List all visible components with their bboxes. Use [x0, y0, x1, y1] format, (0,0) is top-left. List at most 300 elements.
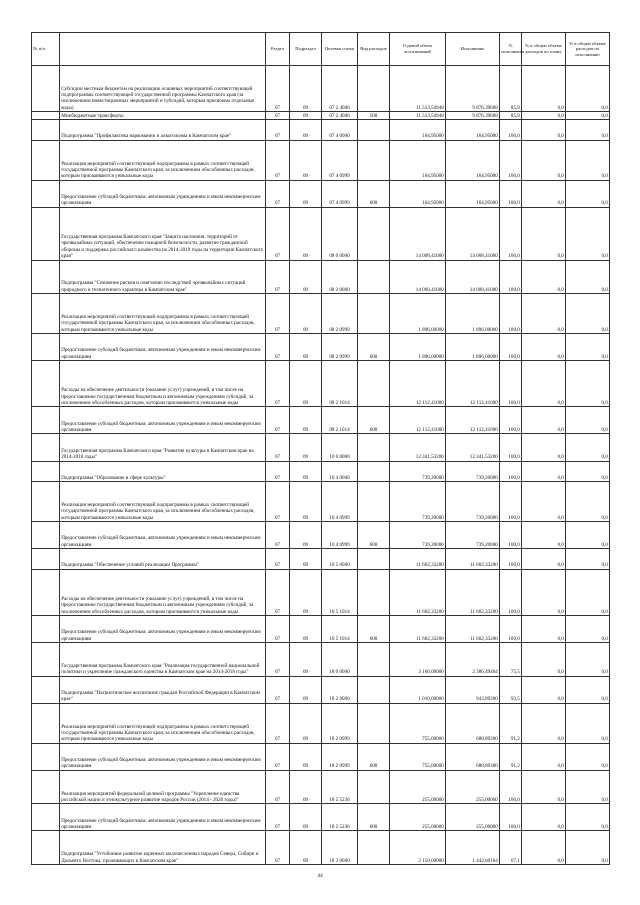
cell-vr: 600 — [358, 407, 390, 434]
cell-vr — [358, 482, 390, 522]
cell-share-plan: 0,0 — [522, 333, 566, 360]
cell-num — [32, 294, 60, 334]
table-row — [32, 112, 610, 120]
cell-podrazdel: 09 — [290, 260, 322, 294]
cell-fact: 739,20000 — [446, 482, 500, 522]
cell-plan: 12 112,41000 — [390, 407, 446, 434]
cell-pct: 100,0 — [500, 294, 522, 334]
cell-podrazdel: 09 — [290, 831, 322, 865]
cell-razdel: 07 — [266, 522, 290, 549]
cell-razdel: 07 — [266, 549, 290, 570]
cell-share-fact: 0,0 — [566, 461, 610, 482]
cell-num — [32, 831, 60, 865]
cell-plan: 164,95000 — [390, 140, 446, 180]
cell-csr: 07 4 0999 — [322, 180, 358, 207]
cell-share-fact: 0,0 — [566, 743, 610, 770]
cell-podrazdel: 09 — [290, 482, 322, 522]
cell-num — [32, 361, 60, 407]
cell-vr: 500 — [358, 112, 390, 120]
cell-vr: 600 — [358, 616, 390, 643]
cell-name: Предоставление субсидий бюджетным, автономным учреждениям и иным некоммерческим организациям — [60, 407, 266, 434]
cell-share-plan: 0,0 — [522, 434, 566, 461]
cell-razdel: 07 — [266, 140, 290, 180]
header-razdel: Раздел — [266, 33, 290, 66]
cell-pct: 85,8 — [500, 112, 522, 120]
header-share-plan: % в общем объеме расходов по плану — [522, 33, 566, 66]
cell-share-plan: 0,0 — [522, 294, 566, 334]
cell-vr — [358, 643, 390, 677]
cell-num — [32, 643, 60, 677]
cell-vr — [358, 703, 390, 743]
cell-podrazdel: 09 — [290, 120, 322, 141]
cell-vr — [358, 831, 390, 865]
cell-pct: 75,5 — [500, 643, 522, 677]
cell-name: Подпрограмма "Снижение рисков и смягчение последствий чрезвычайных ситуаций природного и техногенного характера в Камчатском крае" — [60, 260, 266, 294]
cell-vr — [358, 66, 390, 112]
cell-vr — [358, 461, 390, 482]
cell-razdel: 07 — [266, 804, 290, 831]
cell-fact: 12 341,53200 — [446, 434, 500, 461]
cell-fact: 9 876,39608 — [446, 112, 500, 120]
table-row — [32, 180, 610, 207]
cell-name: Государственная программа Камчатского края "Реализация государственной национальной политики и укрепление гражданского единства в Камчатском крае на 2014-2018 годы" — [60, 643, 266, 677]
table-row — [32, 66, 610, 112]
cell-name: Государственная программа Камчатского края "Развитие культуры в Камчатском крае на 2014-2018 годы" — [60, 434, 266, 461]
cell-csr: 18 2 5236 — [322, 770, 358, 804]
cell-podrazdel: 09 — [290, 461, 322, 482]
cell-vr — [358, 569, 390, 615]
cell-fact: 164,95000 — [446, 140, 500, 180]
cell-plan: 2 150,00000 — [390, 831, 446, 865]
cell-vr: 600 — [358, 743, 390, 770]
cell-razdel: 07 — [266, 770, 290, 804]
cell-share-plan: 0,0 — [522, 180, 566, 207]
cell-share-fact: 0,0 — [566, 676, 610, 703]
cell-pct: 93,5 — [500, 676, 522, 703]
cell-share-fact: 0,0 — [566, 260, 610, 294]
table-row — [32, 294, 610, 334]
cell-share-fact: 0,0 — [566, 140, 610, 180]
header-pct: % исполнения — [500, 33, 522, 66]
cell-share-fact: 0,0 — [566, 482, 610, 522]
cell-plan: 11 513,54948 — [390, 112, 446, 120]
cell-share-plan: 0,0 — [522, 703, 566, 743]
cell-share-plan: 0,0 — [522, 522, 566, 549]
cell-num — [32, 66, 60, 112]
cell-num — [32, 804, 60, 831]
cell-name: Подпрограмма "Профилактика наркомании и алкоголизма в Камчатском крае" — [60, 120, 266, 141]
cell-podrazdel: 09 — [290, 180, 322, 207]
cell-share-plan: 0,0 — [522, 407, 566, 434]
table-header-row — [32, 33, 610, 66]
cell-name: Государственная программа Камчатского края "Защита населения, территорий от чрезвычайных ситуаций, обеспечение пожарной безопасности, развитие гражданской обороны и поддержка российского казачества на 2014-2018 годы на территории Камчатского края" — [60, 207, 266, 260]
cell-share-fact: 0,0 — [566, 522, 610, 549]
cell-csr: 08 2 0000 — [322, 260, 358, 294]
table-row — [32, 434, 610, 461]
header-plan: Годовой объем ассигнований — [390, 33, 446, 66]
cell-share-fact: 0,0 — [566, 643, 610, 677]
cell-razdel: 07 — [266, 112, 290, 120]
cell-share-plan: 0,0 — [522, 482, 566, 522]
cell-share-fact: 0,0 — [566, 66, 610, 112]
table-row — [32, 522, 610, 549]
cell-num — [32, 207, 60, 260]
budget-execution-table — [31, 32, 610, 865]
cell-plan: 11 602,33200 — [390, 569, 446, 615]
cell-csr: 10 5 1014 — [322, 616, 358, 643]
cell-share-fact: 0,0 — [566, 180, 610, 207]
table-row — [32, 804, 610, 831]
cell-fact: 255,00000 — [446, 770, 500, 804]
cell-csr: 10 0 0000 — [322, 434, 358, 461]
cell-pct: 100,0 — [500, 482, 522, 522]
header-share-fact: % в общем объеме расходов по исполнению — [566, 33, 610, 66]
cell-pct: 100,0 — [500, 140, 522, 180]
cell-name: Реализация мероприятий федеральной целевой программы "Укрепление единства российской нации и этнокультурное развитие народов России (2014 - 2020 годы)" — [60, 770, 266, 804]
cell-share-fact: 0,0 — [566, 703, 610, 743]
cell-share-fact: 0,0 — [566, 831, 610, 865]
cell-podrazdel: 09 — [290, 676, 322, 703]
cell-podrazdel: 09 — [290, 569, 322, 615]
cell-fact: 14 008,41000 — [446, 260, 500, 294]
cell-name: Предоставление субсидий бюджетным, автономным учреждениям и иным некоммерческим организациям — [60, 180, 266, 207]
cell-name: Предоставление субсидий бюджетным, автономным учреждениям и иным некоммерческим организациям — [60, 333, 266, 360]
table-row — [32, 569, 610, 615]
cell-fact: 255,00000 — [446, 804, 500, 831]
header-name — [60, 33, 266, 66]
table-row — [32, 407, 610, 434]
cell-vr — [358, 294, 390, 334]
header-vr: Вид расходов — [358, 33, 390, 66]
cell-csr: 07 4 0000 — [322, 120, 358, 141]
table-row — [32, 643, 610, 677]
cell-share-plan: 0,0 — [522, 616, 566, 643]
cell-share-fact: 0,0 — [566, 616, 610, 643]
cell-share-plan: 0,0 — [522, 361, 566, 407]
cell-pct: 100,0 — [500, 333, 522, 360]
cell-csr: 18 2 0999 — [322, 743, 358, 770]
cell-csr: 10 4 0000 — [322, 461, 358, 482]
cell-fact: 12 112,41000 — [446, 407, 500, 434]
cell-share-fact: 0,0 — [566, 207, 610, 260]
cell-share-plan: 0,0 — [522, 643, 566, 677]
cell-share-plan: 0,0 — [522, 260, 566, 294]
header-csr: Целевая статья — [322, 33, 358, 66]
cell-fact: 739,20000 — [446, 461, 500, 482]
cell-plan: 755,00000 — [390, 743, 446, 770]
cell-plan: 14 008,41000 — [390, 207, 446, 260]
cell-podrazdel: 09 — [290, 207, 322, 260]
cell-pct: 91,2 — [500, 703, 522, 743]
cell-num — [32, 112, 60, 120]
cell-vr — [358, 120, 390, 141]
cell-plan: 11 602,33200 — [390, 549, 446, 570]
cell-share-plan: 0,0 — [522, 140, 566, 180]
cell-fact: 164,95000 — [446, 180, 500, 207]
cell-plan: 12 341,53200 — [390, 434, 446, 461]
cell-share-plan: 0,0 — [522, 770, 566, 804]
cell-vr — [358, 260, 390, 294]
cell-vr — [358, 434, 390, 461]
cell-csr: 07 2 4006 — [322, 66, 358, 112]
cell-num — [32, 140, 60, 180]
cell-share-plan: 0,0 — [522, 66, 566, 112]
cell-name: Подпрограмма "Обеспечение условий реализации Программы" — [60, 549, 266, 570]
cell-share-plan: 0,0 — [522, 112, 566, 120]
cell-num — [32, 482, 60, 522]
cell-share-plan: 0,0 — [522, 461, 566, 482]
cell-podrazdel: 09 — [290, 703, 322, 743]
cell-share-plan: 0,0 — [522, 676, 566, 703]
cell-fact: 1 896,00000 — [446, 294, 500, 334]
cell-share-fact: 0,0 — [566, 294, 610, 334]
cell-plan: 14 008,41000 — [390, 260, 446, 294]
cell-razdel: 07 — [266, 569, 290, 615]
cell-plan: 1 010,00000 — [390, 676, 446, 703]
cell-podrazdel: 09 — [290, 643, 322, 677]
cell-share-fact: 0,0 — [566, 407, 610, 434]
cell-name: Предоставление субсидий бюджетным, автономным учреждениям и иным некоммерческим организациям — [60, 522, 266, 549]
cell-pct: 100,0 — [500, 407, 522, 434]
cell-fact: 11 602,33200 — [446, 549, 500, 570]
cell-csr: 08 2 1014 — [322, 361, 358, 407]
cell-vr — [358, 207, 390, 260]
cell-podrazdel: 09 — [290, 770, 322, 804]
cell-num — [32, 770, 60, 804]
cell-podrazdel: 09 — [290, 361, 322, 407]
table-body — [32, 66, 610, 865]
cell-razdel: 07 — [266, 260, 290, 294]
cell-plan: 1 896,00000 — [390, 333, 446, 360]
cell-plan: 3 160,00000 — [390, 643, 446, 677]
cell-razdel: 07 — [266, 66, 290, 112]
cell-share-fact: 0,0 — [566, 120, 610, 141]
cell-pct: 100,0 — [500, 569, 522, 615]
cell-share-plan: 0,0 — [522, 120, 566, 141]
cell-share-fact: 0,0 — [566, 804, 610, 831]
cell-num — [32, 120, 60, 141]
cell-num — [32, 407, 60, 434]
cell-razdel: 07 — [266, 461, 290, 482]
cell-name: Предоставление субсидий бюджетным, автономным учреждениям и иным некоммерческим организациям — [60, 616, 266, 643]
cell-name: Реализация мероприятий соответствующей подпрограммы в рамках соответствующей государственной программы Камчатского края, за исключением обособленных расходов, которым присваиваются уникальные коды — [60, 482, 266, 522]
cell-vr — [358, 770, 390, 804]
cell-pct: 100,0 — [500, 616, 522, 643]
cell-razdel: 07 — [266, 361, 290, 407]
cell-share-plan: 0,0 — [522, 207, 566, 260]
cell-plan: 164,95000 — [390, 180, 446, 207]
cell-name: Субсидии местным бюджетам на реализацию основных мероприятий соответствующей подпрограммы соответствующей государственной программы Камчатского края (за исключением инвестиционных мероприятий и субсидий, которым присвоены отдельные коды) — [60, 66, 266, 112]
table-row — [32, 831, 610, 865]
cell-pct: 85,8 — [500, 66, 522, 112]
cell-num — [32, 522, 60, 549]
cell-csr: 18 2 0000 — [322, 676, 358, 703]
page-number: 44 — [317, 873, 323, 879]
cell-pct: 100,0 — [500, 180, 522, 207]
table-row — [32, 207, 610, 260]
cell-pct: 100,0 — [500, 434, 522, 461]
table-row — [32, 361, 610, 407]
cell-csr: 07 2 4006 — [322, 112, 358, 120]
cell-fact: 12 112,41000 — [446, 361, 500, 407]
cell-podrazdel: 09 — [290, 549, 322, 570]
cell-razdel: 07 — [266, 333, 290, 360]
cell-fact: 1 442,60164 — [446, 831, 500, 865]
cell-fact: 943,89300 — [446, 676, 500, 703]
cell-razdel: 07 — [266, 831, 290, 865]
cell-razdel: 07 — [266, 120, 290, 141]
cell-fact: 739,20000 — [446, 522, 500, 549]
cell-podrazdel: 09 — [290, 140, 322, 180]
cell-num — [32, 703, 60, 743]
cell-csr: 10 4 0999 — [322, 522, 358, 549]
cell-pct: 100,0 — [500, 804, 522, 831]
cell-podrazdel: 09 — [290, 522, 322, 549]
cell-num — [32, 260, 60, 294]
cell-plan: 12 112,41000 — [390, 361, 446, 407]
cell-vr: 600 — [358, 522, 390, 549]
cell-name: Подпрограмма "Патриотическое воспитание граждан Российской Федерации в Камчатском крае" — [60, 676, 266, 703]
cell-num — [32, 549, 60, 570]
cell-plan: 1 896,00000 — [390, 294, 446, 334]
cell-pct: 100,0 — [500, 549, 522, 570]
cell-vr: 600 — [358, 804, 390, 831]
cell-pct: 100,0 — [500, 770, 522, 804]
cell-podrazdel: 09 — [290, 407, 322, 434]
cell-pct: 100,0 — [500, 260, 522, 294]
cell-csr: 10 5 1014 — [322, 569, 358, 615]
header-num: № п/п — [32, 33, 60, 66]
cell-vr — [358, 549, 390, 570]
cell-num — [32, 333, 60, 360]
cell-podrazdel: 09 — [290, 66, 322, 112]
cell-name: Расходы на обеспечение деятельности (оказание услуг) учреждений, в том числе на предоставление государственным бюджетным и автономным учреждениям субсидий, за исключением обособленных расходов, которым присваиваются уникальные коды — [60, 569, 266, 615]
cell-name: Реализация мероприятий соответствующей подпрограммы в рамках соответствующей государственной программы Камчатского края, за исключением обособленных расходов, которым присваиваются уникальные коды — [60, 140, 266, 180]
cell-podrazdel: 09 — [290, 434, 322, 461]
header-fact: Исполнение — [446, 33, 500, 66]
table-row — [32, 549, 610, 570]
cell-plan: 739,20000 — [390, 522, 446, 549]
table-row — [32, 482, 610, 522]
cell-share-plan: 0,0 — [522, 831, 566, 865]
cell-csr: 18 0 0000 — [322, 643, 358, 677]
cell-plan: 255,00000 — [390, 804, 446, 831]
cell-razdel: 07 — [266, 703, 290, 743]
cell-csr: 18 3 0000 — [322, 831, 358, 865]
cell-vr: 600 — [358, 333, 390, 360]
cell-name: Межбюджетные трансферты — [60, 112, 266, 120]
cell-name: Предоставление субсидий бюджетным, автономным учреждениям и иным некоммерческим организациям — [60, 743, 266, 770]
cell-share-plan: 0,0 — [522, 549, 566, 570]
cell-num — [32, 461, 60, 482]
cell-fact: 1 896,00000 — [446, 333, 500, 360]
header-podrazdel: Подраздел — [290, 33, 322, 66]
cell-num — [32, 676, 60, 703]
cell-fact: 11 602,33200 — [446, 569, 500, 615]
cell-razdel: 07 — [266, 434, 290, 461]
cell-num — [32, 434, 60, 461]
cell-podrazdel: 09 — [290, 743, 322, 770]
cell-csr: 10 4 0999 — [322, 482, 358, 522]
cell-csr: 07 4 0999 — [322, 140, 358, 180]
cell-share-fact: 0,0 — [566, 112, 610, 120]
table-row — [32, 743, 610, 770]
cell-csr: 18 2 0999 — [322, 703, 358, 743]
cell-fact: 14 008,41000 — [446, 207, 500, 260]
cell-share-fact: 0,0 — [566, 434, 610, 461]
cell-name: Расходы на обеспечение деятельности (оказание услуг) учреждений, в том числе на предоставление государственным бюджетным и автономным учреждениям субсидий, за исключением обособленных расходов, которым присваиваются уникальные коды — [60, 361, 266, 407]
cell-plan: 739,20000 — [390, 482, 446, 522]
cell-name: Реализация мероприятий соответствующей подпрограммы в рамках соответствующей государственной программы Камчатского края, за исключением обособленных расходов, которым присваиваются уникальные коды — [60, 703, 266, 743]
cell-csr: 10 5 0000 — [322, 549, 358, 570]
cell-fact: 9 876,39608 — [446, 66, 500, 112]
cell-csr: 08 2 0999 — [322, 333, 358, 360]
cell-podrazdel: 09 — [290, 294, 322, 334]
cell-share-fact: 0,0 — [566, 770, 610, 804]
cell-name: Подпрограмма "Образование в сфере культуры" — [60, 461, 266, 482]
table-row — [32, 140, 610, 180]
cell-num — [32, 743, 60, 770]
cell-podrazdel: 09 — [290, 804, 322, 831]
cell-vr: 600 — [358, 180, 390, 207]
table-row — [32, 616, 610, 643]
cell-csr: 08 2 1014 — [322, 407, 358, 434]
cell-share-fact: 0,0 — [566, 333, 610, 360]
cell-razdel: 07 — [266, 180, 290, 207]
cell-fact: 688,89300 — [446, 703, 500, 743]
cell-vr — [358, 140, 390, 180]
cell-razdel: 07 — [266, 294, 290, 334]
cell-share-fact: 0,0 — [566, 361, 610, 407]
cell-plan: 739,20000 — [390, 461, 446, 482]
cell-razdel: 07 — [266, 407, 290, 434]
table-row — [32, 676, 610, 703]
cell-pct: 100,0 — [500, 361, 522, 407]
cell-vr — [358, 676, 390, 703]
cell-podrazdel: 09 — [290, 333, 322, 360]
cell-name: Предоставление субсидий бюджетным, автономным учреждениям и иным некоммерческим организациям — [60, 804, 266, 831]
cell-share-fact: 0,0 — [566, 569, 610, 615]
cell-plan: 255,00000 — [390, 770, 446, 804]
cell-csr: 08 0 0000 — [322, 207, 358, 260]
cell-razdel: 07 — [266, 743, 290, 770]
cell-podrazdel: 09 — [290, 112, 322, 120]
cell-name: Подпрограмма "Устойчивое развитие коренных малочисленных народов Севера, Сибири и Дальнего Востока, проживающих в Камчатском крае" — [60, 831, 266, 865]
table-row — [32, 703, 610, 743]
cell-pct: 100,0 — [500, 461, 522, 482]
cell-pct: 100,0 — [500, 207, 522, 260]
cell-num — [32, 616, 60, 643]
table-row — [32, 770, 610, 804]
cell-share-plan: 0,0 — [522, 804, 566, 831]
cell-pct: 91,2 — [500, 743, 522, 770]
cell-vr — [358, 361, 390, 407]
cell-pct: 100,0 — [500, 522, 522, 549]
cell-share-plan: 0,0 — [522, 743, 566, 770]
cell-podrazdel: 09 — [290, 616, 322, 643]
cell-csr: 18 2 5236 — [322, 804, 358, 831]
cell-plan: 755,00000 — [390, 703, 446, 743]
table-row — [32, 120, 610, 141]
cell-razdel: 07 — [266, 616, 290, 643]
cell-razdel: 07 — [266, 482, 290, 522]
cell-fact: 164,95000 — [446, 120, 500, 141]
cell-pct: 67,1 — [500, 831, 522, 865]
cell-plan: 11 513,54948 — [390, 66, 446, 112]
cell-razdel: 07 — [266, 676, 290, 703]
cell-name: Реализация мероприятий соответствующей подпрограммы в рамках соответствующей государственной программы Камчатского края, за исключением обособленных расходов, которым присваиваются уникальные коды — [60, 294, 266, 334]
cell-fact: 2 386,49464 — [446, 643, 500, 677]
